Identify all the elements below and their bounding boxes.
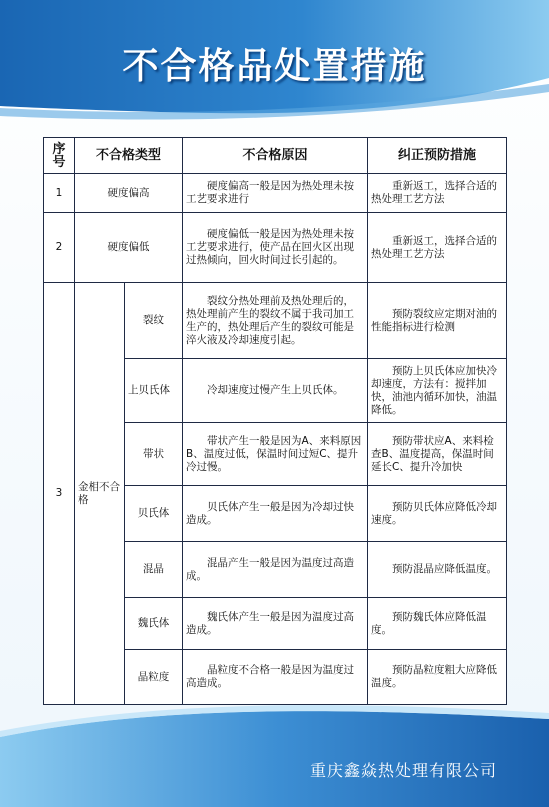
table-row	[44, 174, 507, 213]
footer-banner	[0, 697, 549, 807]
subtype-label: 带状	[125, 423, 183, 486]
subtype-label: 裂纹	[125, 283, 183, 359]
disposition-table	[43, 137, 507, 705]
subtype-measure: 预防混晶应降低温度。	[368, 542, 507, 598]
subtype-measure: 预防贝氏体应降低冷却速度。	[368, 486, 507, 542]
table-row	[44, 213, 507, 283]
row-index: 2	[44, 213, 75, 283]
subtype-cause: 魏氏体产生一般是因为温度过高造成。	[183, 598, 368, 650]
header-measure: 纠正预防措施	[368, 138, 507, 174]
subtype-cause: 冷却速度过慢产生上贝氏体。	[183, 359, 368, 423]
subtype-label: 混晶	[125, 542, 183, 598]
subtype-measure: 预防魏氏体应降低温度。	[368, 598, 507, 650]
subtype-cause: 混晶产生一般是因为温度过高造成。	[183, 542, 368, 598]
row-measure: 重新返工，选择合适的热处理工艺方法	[368, 174, 507, 213]
subtype-label: 魏氏体	[125, 598, 183, 650]
group-index: 3	[44, 283, 75, 705]
subtype-cause: 晶粒度不合格一般是因为温度过高造成。	[183, 650, 368, 705]
table-row	[44, 283, 507, 359]
group-type: 金相不合格	[75, 283, 125, 705]
row-measure: 重新返工，选择合适的热处理工艺方法	[368, 213, 507, 283]
row-index: 1	[44, 174, 75, 213]
row-type: 硬度偏高	[75, 174, 183, 213]
subtype-cause: 带状产生一般是因为A、来料原因B、温度过低，保温时间过短C、提升冷过慢。	[183, 423, 368, 486]
subtype-label: 贝氏体	[125, 486, 183, 542]
table-header-row	[44, 138, 507, 174]
subtype-cause: 裂纹分热处理前及热处理后的，热处理前产生的裂纹不属于我司加工生产的，热处理后产生的裂纹可能是淬火液及冷却速度引起。	[183, 283, 368, 359]
header-cause: 不合格原因	[183, 138, 368, 174]
header-index: 序号	[44, 138, 75, 174]
subtype-measure: 预防上贝氏体应加快冷却速度，方法有：搅拌加快，油池内循环加快，油温降低。	[368, 359, 507, 423]
header-type: 不合格类型	[75, 138, 183, 174]
subtype-measure: 预防带状应A、来料检查B、温度提高，保温时间延长C、提升冷加快	[368, 423, 507, 486]
company-name: 重庆鑫焱热处理有限公司	[309, 761, 497, 780]
row-cause: 硬度偏低一般是因为热处理未按工艺要求进行，使产品在回火区出现过热倾向，回火时间过长引起的。	[183, 213, 368, 283]
subtype-label: 晶粒度	[125, 650, 183, 705]
row-type: 硬度偏低	[75, 213, 183, 283]
page-title: 不合格品处置措施	[122, 46, 427, 87]
subtype-cause: 贝氏体产生一般是因为冷却过快造成。	[183, 486, 368, 542]
row-cause: 硬度偏高一般是因为热处理未按工艺要求进行	[183, 174, 368, 213]
subtype-measure: 预防晶粒度粗大应降低温度。	[368, 650, 507, 705]
subtype-measure: 预防裂纹应定期对油的性能指标进行检测	[368, 283, 507, 359]
subtype-label: 上贝氏体	[125, 359, 183, 423]
